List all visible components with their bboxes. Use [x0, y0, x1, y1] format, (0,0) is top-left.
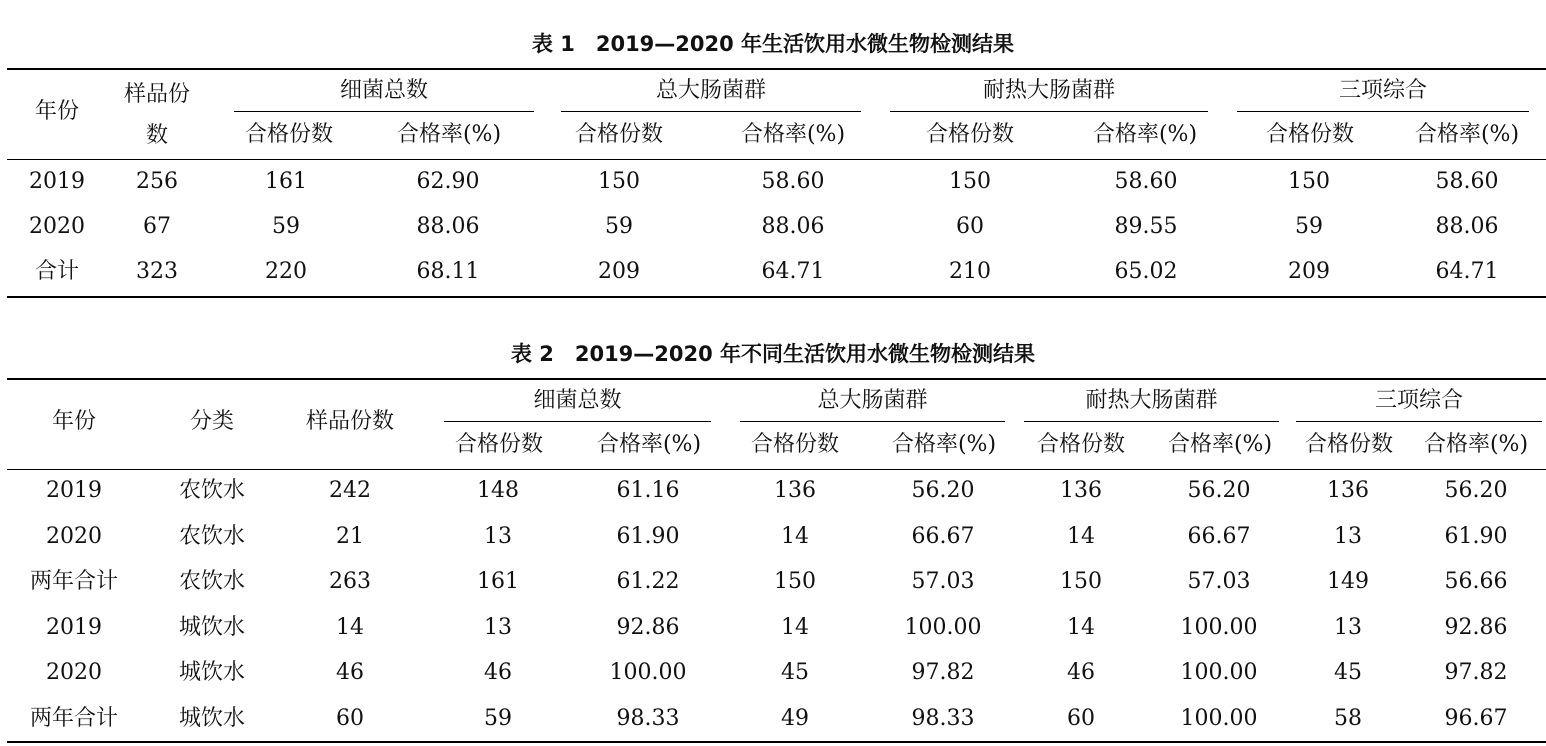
table-cell: 100.00 [1180, 705, 1258, 731]
table1-header-year: 年份 [34, 99, 79, 124]
table1-subheader-count: 合格份数 [244, 122, 333, 147]
table1-header-group-bacteria: 细菌总数 [339, 78, 428, 103]
table2-subheader-count: 合格份数 [1036, 432, 1125, 457]
table1-group-rule [234, 111, 534, 112]
table-cell: 合计 [34, 259, 79, 284]
table-cell: 100.00 [609, 660, 687, 685]
table2-subheader-count: 合格份数 [1304, 432, 1393, 457]
table-cell: 150 [1060, 569, 1102, 594]
table-cell: 14 [781, 614, 809, 640]
table1-header-group-combined: 三项综合 [1338, 78, 1427, 103]
table-cell: 210 [949, 259, 991, 284]
table-cell: 2019 [46, 614, 102, 640]
table-cell: 136 [774, 478, 816, 503]
table2-group-rule [1024, 421, 1279, 422]
table2-subheader-rate: 合格率(%) [1423, 432, 1529, 457]
table-cell: 92.86 [616, 614, 680, 640]
table1-subheader-rate: 合格率(%) [1092, 122, 1198, 147]
table-cell: 21 [336, 523, 364, 549]
table-cell: 城饮水 [178, 614, 245, 640]
table-cell: 57.03 [1187, 569, 1251, 594]
table2-header-rule [7, 469, 1546, 470]
table1-subheader-count: 合格份数 [1265, 122, 1354, 147]
table-cell: 13 [1334, 614, 1362, 640]
table-cell: 13 [484, 523, 512, 549]
table1-group-rule [890, 111, 1208, 112]
table2-group-rule [1296, 421, 1542, 422]
table-cell: 66.67 [911, 523, 975, 549]
table-cell: 58 [1334, 705, 1362, 731]
table-cell: 150 [949, 169, 991, 194]
table-cell: 农饮水 [178, 523, 245, 549]
table-cell: 城饮水 [178, 705, 245, 731]
table-cell: 2019 [29, 169, 85, 194]
table1-group-rule [561, 111, 861, 112]
table-cell: 农饮水 [178, 569, 245, 594]
table1-header-group-coliform: 总大肠菌群 [655, 78, 766, 103]
table-cell: 49 [781, 705, 809, 731]
table-cell: 256 [136, 169, 178, 194]
table-cell: 148 [477, 478, 519, 503]
table-cell: 61.90 [616, 523, 680, 549]
table-cell: 100.00 [1180, 660, 1258, 685]
table-cell: 88.06 [761, 214, 825, 239]
table-cell: 46 [1067, 660, 1095, 685]
table2-header-group-combined: 三项综合 [1374, 388, 1463, 413]
table2-subheader-count: 合格份数 [750, 432, 839, 457]
table2-group-rule [740, 421, 1005, 422]
table-cell: 92.86 [1444, 614, 1508, 640]
table-cell: 100.00 [1180, 614, 1258, 640]
table-cell: 两年合计 [29, 569, 118, 594]
table2-header-year: 年份 [51, 409, 96, 434]
table-cell: 城饮水 [178, 660, 245, 685]
table-cell: 14 [336, 614, 364, 640]
table1-caption: 表 1 2019—2020 年生活饮用水微生物检测结果 [531, 32, 1015, 56]
table-cell: 150 [774, 569, 816, 594]
table2-caption: 表 2 2019—2020 年不同生活饮用水微生物检测结果 [510, 342, 1036, 366]
table-cell: 2020 [46, 660, 102, 685]
table-cell: 56.20 [1444, 478, 1508, 503]
table-cell: 59 [605, 214, 633, 239]
table-cell: 60 [1067, 705, 1095, 731]
table-cell: 14 [1067, 523, 1095, 549]
table-cell: 45 [781, 660, 809, 685]
table1 [7, 68, 1546, 300]
table-cell: 58.60 [1114, 169, 1178, 194]
table2-subheader-rate: 合格率(%) [1167, 432, 1273, 457]
table1-bottom-rule [7, 296, 1546, 298]
table2-subheader-rate: 合格率(%) [596, 432, 702, 457]
table-cell: 59 [484, 705, 512, 731]
table-cell: 68.11 [416, 259, 480, 284]
table-cell: 149 [1327, 569, 1369, 594]
table-cell: 2020 [46, 523, 102, 549]
table-cell: 98.33 [616, 705, 680, 731]
table-cell: 60 [956, 214, 984, 239]
table2-header-group-thermo-coliform: 耐热大肠菌群 [1085, 388, 1218, 413]
table2 [7, 378, 1546, 746]
table-cell: 209 [1288, 259, 1330, 284]
table1-header-group-thermo-coliform: 耐热大肠菌群 [982, 78, 1115, 103]
table2-bottom-rule [7, 741, 1546, 743]
table-cell: 2020 [29, 214, 85, 239]
table-cell: 61.16 [616, 478, 680, 503]
table-cell: 263 [329, 569, 371, 594]
table-cell: 220 [265, 259, 307, 284]
table2-header-category: 分类 [189, 409, 234, 434]
table-cell: 59 [1295, 214, 1323, 239]
table-cell: 58.60 [1435, 169, 1499, 194]
table-cell: 323 [136, 259, 178, 284]
table-cell: 65.02 [1114, 259, 1178, 284]
table-cell: 136 [1060, 478, 1102, 503]
table-cell: 150 [1288, 169, 1330, 194]
table1-subheader-count: 合格份数 [574, 122, 663, 147]
table-cell: 97.82 [1444, 660, 1508, 685]
table-cell: 57.03 [911, 569, 975, 594]
table1-group-rule [1237, 111, 1529, 112]
table-cell: 56.20 [1187, 478, 1251, 503]
table-cell: 58.60 [761, 169, 825, 194]
table-cell: 62.90 [416, 169, 480, 194]
table1-header-samples: 数 [145, 123, 168, 148]
table-cell: 59 [272, 214, 300, 239]
table2-group-rule [444, 421, 711, 422]
table1-subheader-rate: 合格率(%) [740, 122, 846, 147]
table-cell: 61.90 [1444, 523, 1508, 549]
table-cell: 46 [484, 660, 512, 685]
table-cell: 97.82 [911, 660, 975, 685]
table-cell: 150 [598, 169, 640, 194]
table2-header-group-bacteria: 细菌总数 [533, 388, 622, 413]
table-cell: 96.67 [1444, 705, 1508, 731]
table1-top-rule [7, 68, 1546, 70]
table2-subheader-rate: 合格率(%) [891, 432, 997, 457]
table2-top-rule [7, 378, 1546, 380]
table-cell: 56.20 [911, 478, 975, 503]
table-cell: 56.66 [1444, 569, 1508, 594]
table-cell: 136 [1327, 478, 1369, 503]
table-cell: 13 [484, 614, 512, 640]
table-cell: 89.55 [1114, 214, 1178, 239]
table-cell: 13 [1334, 523, 1362, 549]
table-cell: 14 [781, 523, 809, 549]
table-cell: 60 [336, 705, 364, 731]
table-cell: 67 [143, 214, 171, 239]
table-cell: 45 [1334, 660, 1362, 685]
table-cell: 66.67 [1187, 523, 1251, 549]
table-cell: 61.22 [616, 569, 680, 594]
table2-header-group-coliform: 总大肠菌群 [817, 388, 928, 413]
table-cell: 161 [477, 569, 519, 594]
table1-header-rule [7, 159, 1546, 160]
table-cell: 100.00 [904, 614, 982, 640]
table-cell: 209 [598, 259, 640, 284]
table-cell: 242 [329, 478, 371, 503]
table-cell: 农饮水 [178, 478, 245, 503]
table1-subheader-count: 合格份数 [925, 122, 1014, 147]
table-cell: 两年合计 [29, 705, 118, 731]
table1-subheader-rate: 合格率(%) [1414, 122, 1520, 147]
table-cell: 46 [336, 660, 364, 685]
table2-header-samples: 样品份数 [305, 409, 394, 434]
table1-subheader-rate: 合格率(%) [396, 122, 502, 147]
table2-subheader-count: 合格份数 [454, 432, 543, 457]
table-cell: 64.71 [761, 259, 825, 284]
table-cell: 161 [265, 169, 307, 194]
table-cell: 2019 [46, 478, 102, 503]
table1-header-samples: 样品份 [123, 82, 190, 107]
table-cell: 14 [1067, 614, 1095, 640]
table-cell: 88.06 [1435, 214, 1499, 239]
table-cell: 88.06 [416, 214, 480, 239]
table-cell: 64.71 [1435, 259, 1499, 284]
table-cell: 98.33 [911, 705, 975, 731]
